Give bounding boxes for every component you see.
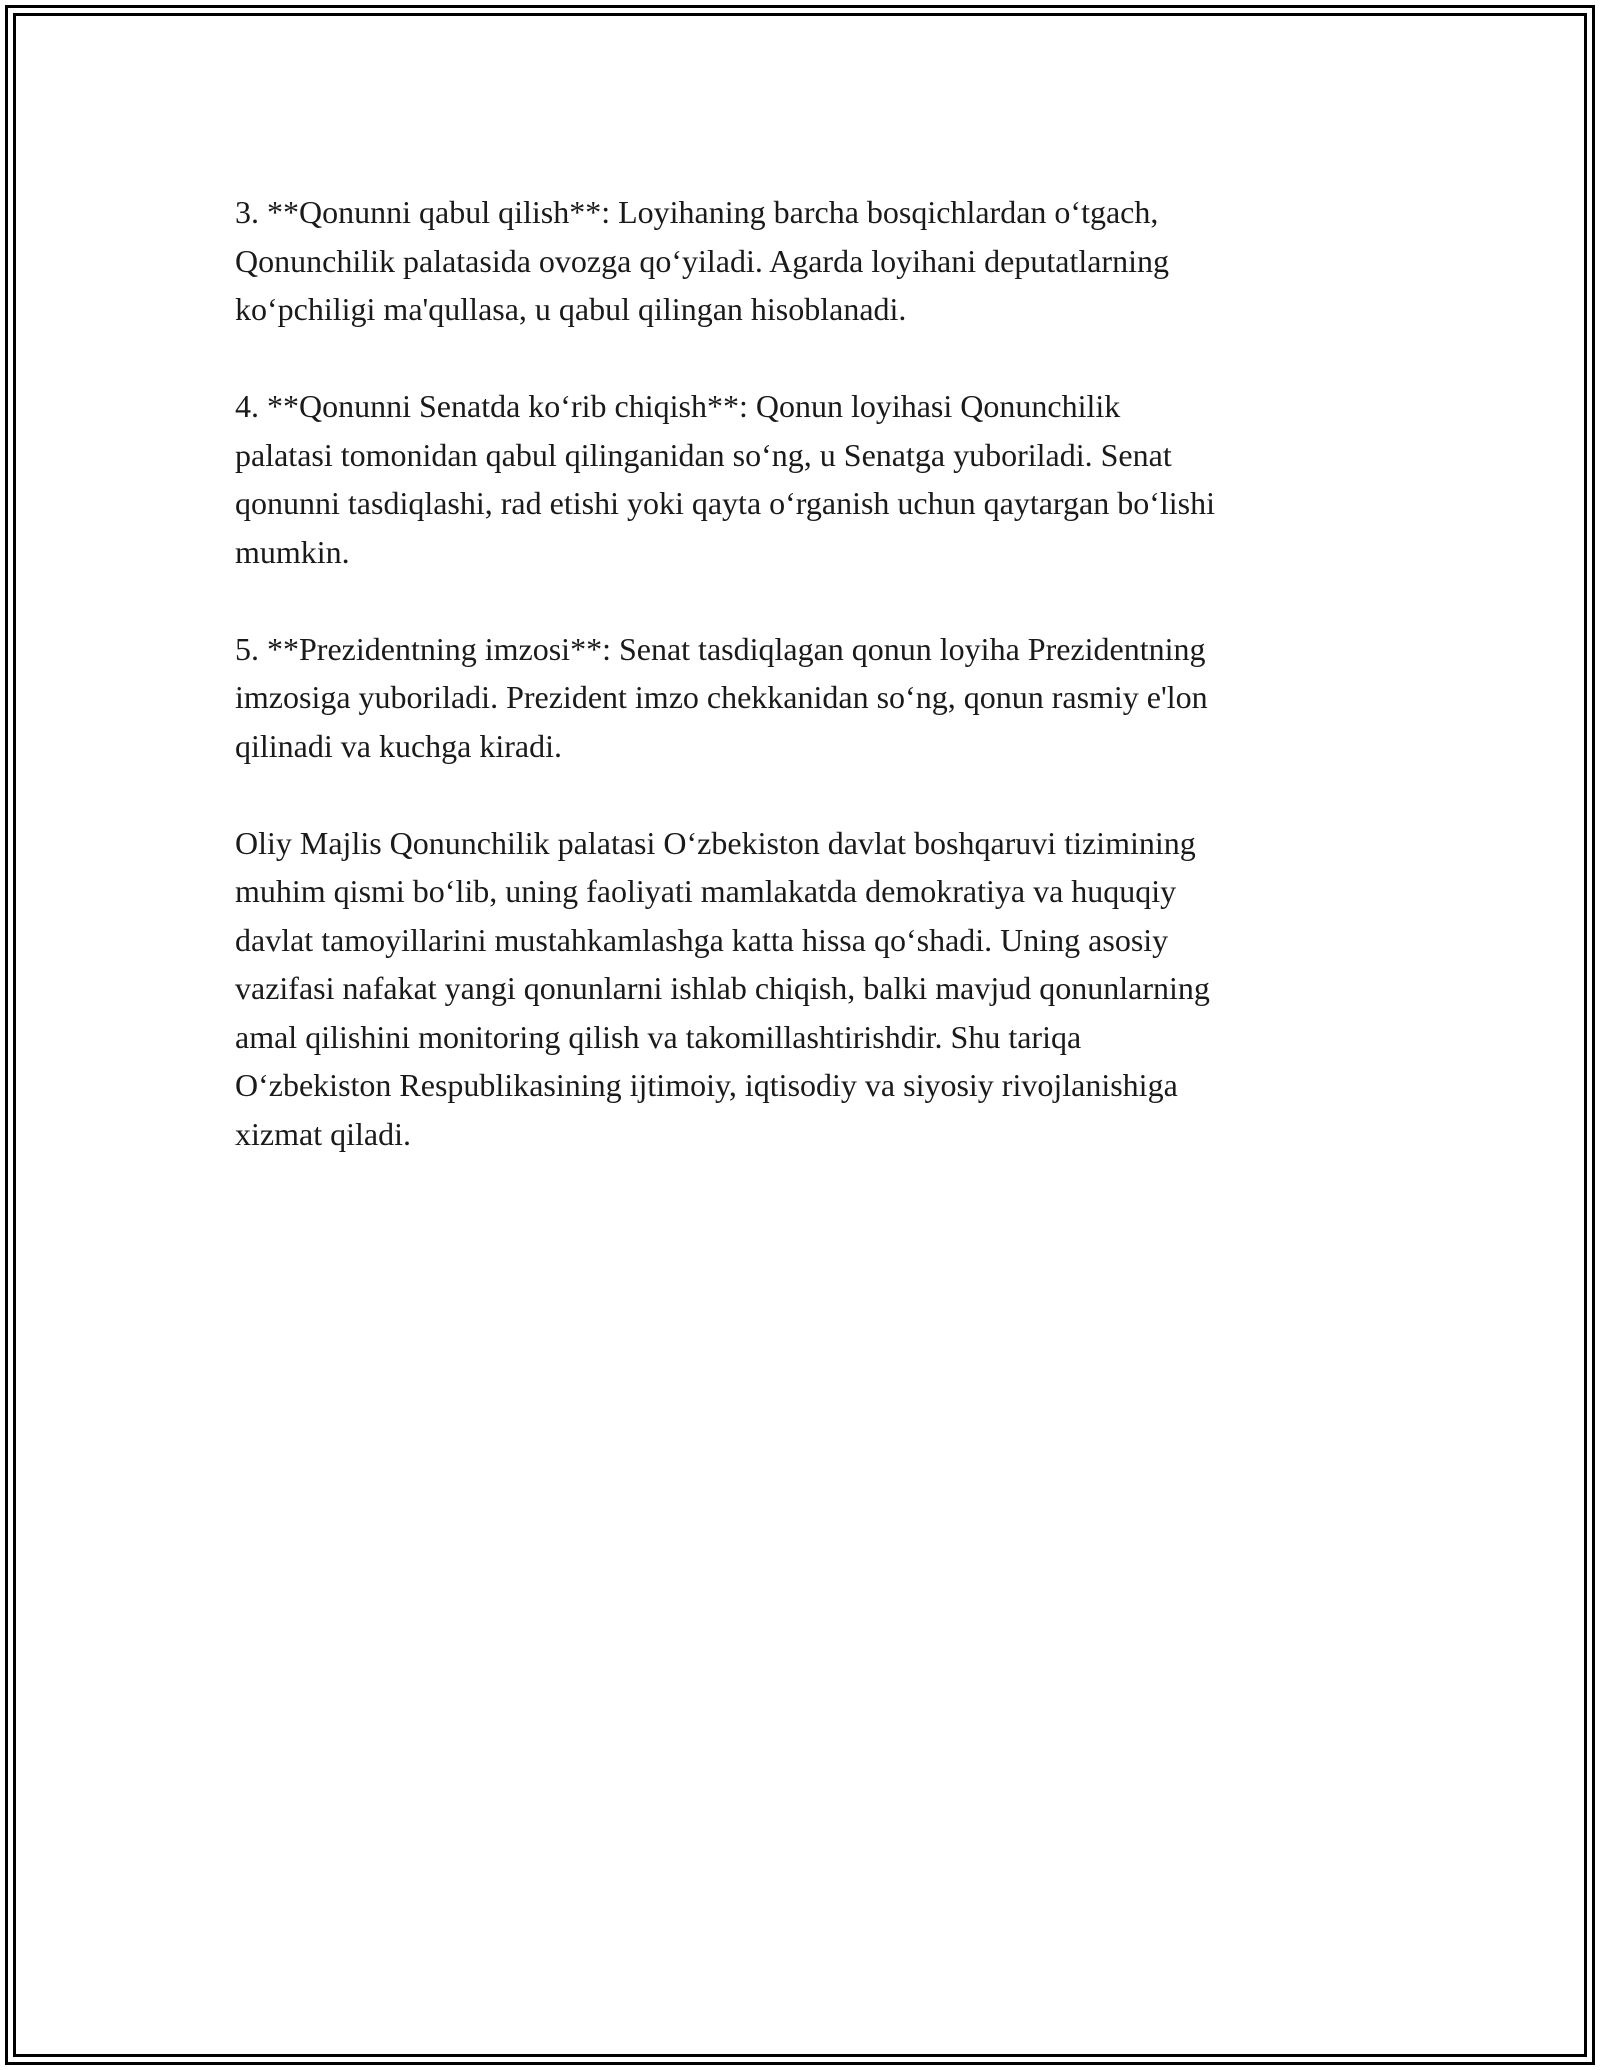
paragraph-conclusion: Oliy Majlis Qonunchilik palatasi O‘zbekiston davlat boshqaruvi tizimining muhim qismi bo‘lib, uning faoliyati mamlakatda demokratiya va huquqiy davlat tamoyillarini mustahkamlashga katta hissa qo‘shadi. Uning asosiy vazifasi nafakat yangi qonunlarni ishlab chiqish, balki mavjud qonunlarning amal qilishini monitoring qilish va takomillashtirishdir. Shu tariqa O‘zbekiston Respublikasining ijtimoiy, iqtisodiy va siyosiy rivojlanishiga xizmat qiladi. xyxy=(235,824,1210,1152)
paragraph-step-4: 4. **Qonunni Senatda ko‘rib chiqish**: Qonun loyihasi Qonunchilik palatasi tomonidan qabul qilinganidan so‘ng, u Senatga yuboriladi. Senat qonunni tasdiqlashi, rad etishi yoki qayta o‘rganish uchun qaytargan bo‘lishi mumkin. xyxy=(235,388,1215,570)
paragraph-step-3: 3. **Qonunni qabul qilish**: Loyihaning barcha bosqichlardan o‘tgach, Qonunchilik palatasida ovozga qo‘yiladi. Agarda loyihani deputatlarning ko‘pchiligi ma'qullasa, u qabul qilingan hisoblanadi. xyxy=(235,194,1169,327)
paragraph-step-5: 5. **Prezidentning imzosi**: Senat tasdiqlagan qonun loyiha Prezidentning imzosiga yuboriladi. Prezident imzo chekkanidan so‘ng, qonun rasmiy e'lon qilinadi va kuchga kiradi. xyxy=(235,630,1208,764)
document-body xyxy=(235,188,1385,1207)
